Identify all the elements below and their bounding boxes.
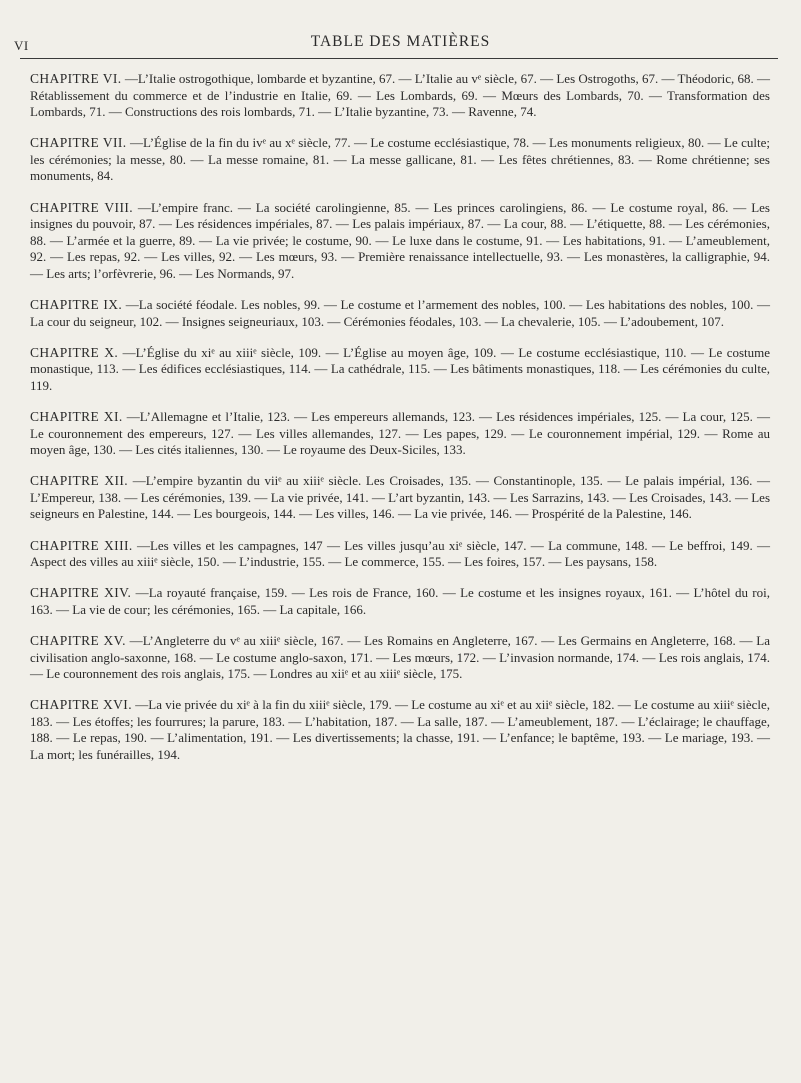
chapter-title: CHAPITRE XIV. bbox=[30, 585, 132, 601]
chapter-title: CHAPITRE IX. bbox=[30, 297, 123, 313]
chapter-summary: — L’Église du xiᵉ au xiiiᵉ siècle, 109. — L’Église au moyen âge, 109. — Le costume ecclésiastique, 110. — Le costume monastique, 113. — Les édifices ecclésiastiques, 114. — La cathédrale, 115. — Les bâtiments monastiques, 118. — Les cérémonies du culte, 119. bbox=[30, 345, 770, 393]
chapter-title: CHAPITRE XVI. bbox=[30, 697, 132, 713]
chapter-title: CHAPITRE X. bbox=[30, 344, 119, 360]
chapter-entry bbox=[30, 135, 770, 185]
chapter-entry bbox=[30, 697, 770, 763]
chapter-summary: — La société féodale. Les nobles, 99. — Le costume et l’armement des nobles, 100. — Les habitations des nobles, 100. — La cour du seigneur, 102. — Insignes seigneuriaux, 103. — Cérémonies féodales, 103. — La chevalerie, 105. — L’adoubement, 107. bbox=[30, 297, 770, 329]
chapter-entry bbox=[30, 71, 770, 121]
chapter-summary: — L’Angleterre du vᵉ au xiiiᵉ siècle, 167. — Les Romains en Angleterre, 167. — Les Germains en Angleterre, 168. — La civilisation anglo-saxonne, 168. — Le costume anglo-saxon, 171. — Les mœurs, 172. — L’invasion normande, 174. — Les rois anglais, 174. — Le couronnement des rois anglais, 175. — Londres au xiiᵉ et au xiiiᵉ siècle, 175. bbox=[30, 633, 770, 681]
page-number: VI bbox=[14, 38, 29, 53]
chapter-summary: — L’empire franc. — La société carolingienne, 85. — Les princes carolingiens, 86. — Le costume royal, 86. — Les insignes du pouvoir, 87. — Les résidences impériales, 87. — Les palais impériaux, 87. — La cour, 88. — L’étiquette, 88. — Les cérémonies, 88. — L’armée et la guerre, 89. — La vie privée; le costume, 90. — Le luxe dans le costume, 91. — Les habitations, 91. — L’ameublement, 92. — Les repas, 92. — Les villes, 92. — Les mœurs, 93. — Première renaissance intellectuelle, 93. — Les monastères, la calligraphie, 94. — Les arts; l’orfèvrerie, 96. — Les Normands, 97. bbox=[30, 200, 770, 281]
running-title: TABLE DES MATIÈRES bbox=[310, 33, 491, 50]
chapter-summary: — L’Allemagne et l’Italie, 123. — Les empereurs allemands, 123. — Les résidences impériales, 125. — La cour, 125. — Le couronnement des empereurs, 127. — Les villes allemandes, 127. — Les papes, 129. — Le couronnement impérial, 129. — Rome au moyen âge, 130. — Les cités italiennes, 130. — Le royaume des Deux-Siciles, 133. bbox=[30, 409, 770, 457]
chapter-entry bbox=[30, 633, 770, 683]
chapter-entry bbox=[30, 585, 770, 618]
chapter-summary: — La royauté française, 159. — Les rois de France, 160. — Le costume et les insignes royaux, 161. — L’hôtel du roi, 163. — La vie de cour; les cérémonies, 165. — La capitale, 166. bbox=[30, 585, 770, 617]
chapter-title: CHAPITRE XIII. bbox=[30, 537, 133, 553]
chapter-entry bbox=[30, 409, 770, 459]
chapter-entry bbox=[30, 297, 770, 330]
chapter-title: CHAPITRE VIII. bbox=[30, 199, 134, 215]
chapter-entry bbox=[30, 200, 770, 283]
chapter-title: CHAPITRE XI. bbox=[30, 409, 123, 424]
chapter-summary: — Les villes et les campagnes, 147 — Les villes jusqu’au xiᵉ siècle, 147. — La commune, 148. — Le beffroi, 149. — Aspect des villes au xiiiᵉ siècle, 150. — L’industrie, 155. — Le commerce, 155. — Les foires, 157. — Les paysans, 158. bbox=[30, 538, 770, 570]
chapter-title: CHAPITRE XII. bbox=[30, 473, 129, 489]
chapter-title: CHAPITRE VII. bbox=[30, 135, 127, 151]
chapter-title: CHAPITRE VI. bbox=[30, 71, 122, 86]
header-rule bbox=[20, 58, 778, 59]
chapter-summary: — L’Église de la fin du ivᵉ au xᵉ siècle, 77. — Le costume ecclésiastique, 78. — Les monuments religieux, 80. — Le culte; les cérémonies; la messe, 80. — La messe romaine, 81. — La messe gallicane, 81. — Les fêtes chrétiennes, 83. — Rome chrétienne; ses monuments, 84. bbox=[30, 135, 770, 183]
page-header bbox=[0, 0, 801, 62]
chapter-entry bbox=[30, 345, 770, 395]
table-of-contents bbox=[30, 71, 770, 778]
chapter-summary: — La vie privée du xiᵉ à la fin du xiiiᵉ siècle, 179. — Le costume au xiᵉ et au xiiᵉ siècle, 182. — Le costume au xiiiᵉ siècle, 183. — Les étoffes; les fourrures; la parure, 183. — L’habitation, 187. — La salle, 187. — L’ameublement, 187. — L’éclairage; le chauffage, 188. — Le repas, 190. — L’alimentation, 191. — Les divertissements; la chasse, 191. — L’enfance; le baptême, 193. — Le mariage, 193. — La mort; les funérailles, 194. bbox=[30, 697, 770, 762]
chapter-title: CHAPITRE XV. bbox=[30, 632, 126, 648]
chapter-entry bbox=[30, 473, 770, 523]
chapter-entry bbox=[30, 538, 770, 571]
chapter-summary: — L’Italie ostrogothique, lombarde et byzantine, 67. — L’Italie au vᵉ siècle, 67. — Les Ostrogoths, 67. — Théodoric, 68. — Rétablissement du commerce et de l’industrie en Italie, 69. — Les Lombards, 69. — Mœurs des Lombards, 70. — Transformation des Lombards, 71. — Constructions des rois lombards, 71. — L’Italie byzantine, 73. — Ravenne, 74. bbox=[30, 71, 770, 119]
chapter-summary: — L’empire byzantin du viiᵉ au xiiiᵉ siècle. Les Croisades, 135. — Constantinople, 135. — Le palais impérial, 136. — L’Empereur, 138. — Les cérémonies, 139. — La vie privée, 141. — L’art byzantin, 143. — Les Sarrazins, 143. — Les Croisades, 143. — Les seigneurs en Palestine, 144. — Les bourgeois, 144. — Les villes, 146. — La vie privée, 146. — Prospérité de la Palestine, 146. bbox=[30, 473, 770, 521]
